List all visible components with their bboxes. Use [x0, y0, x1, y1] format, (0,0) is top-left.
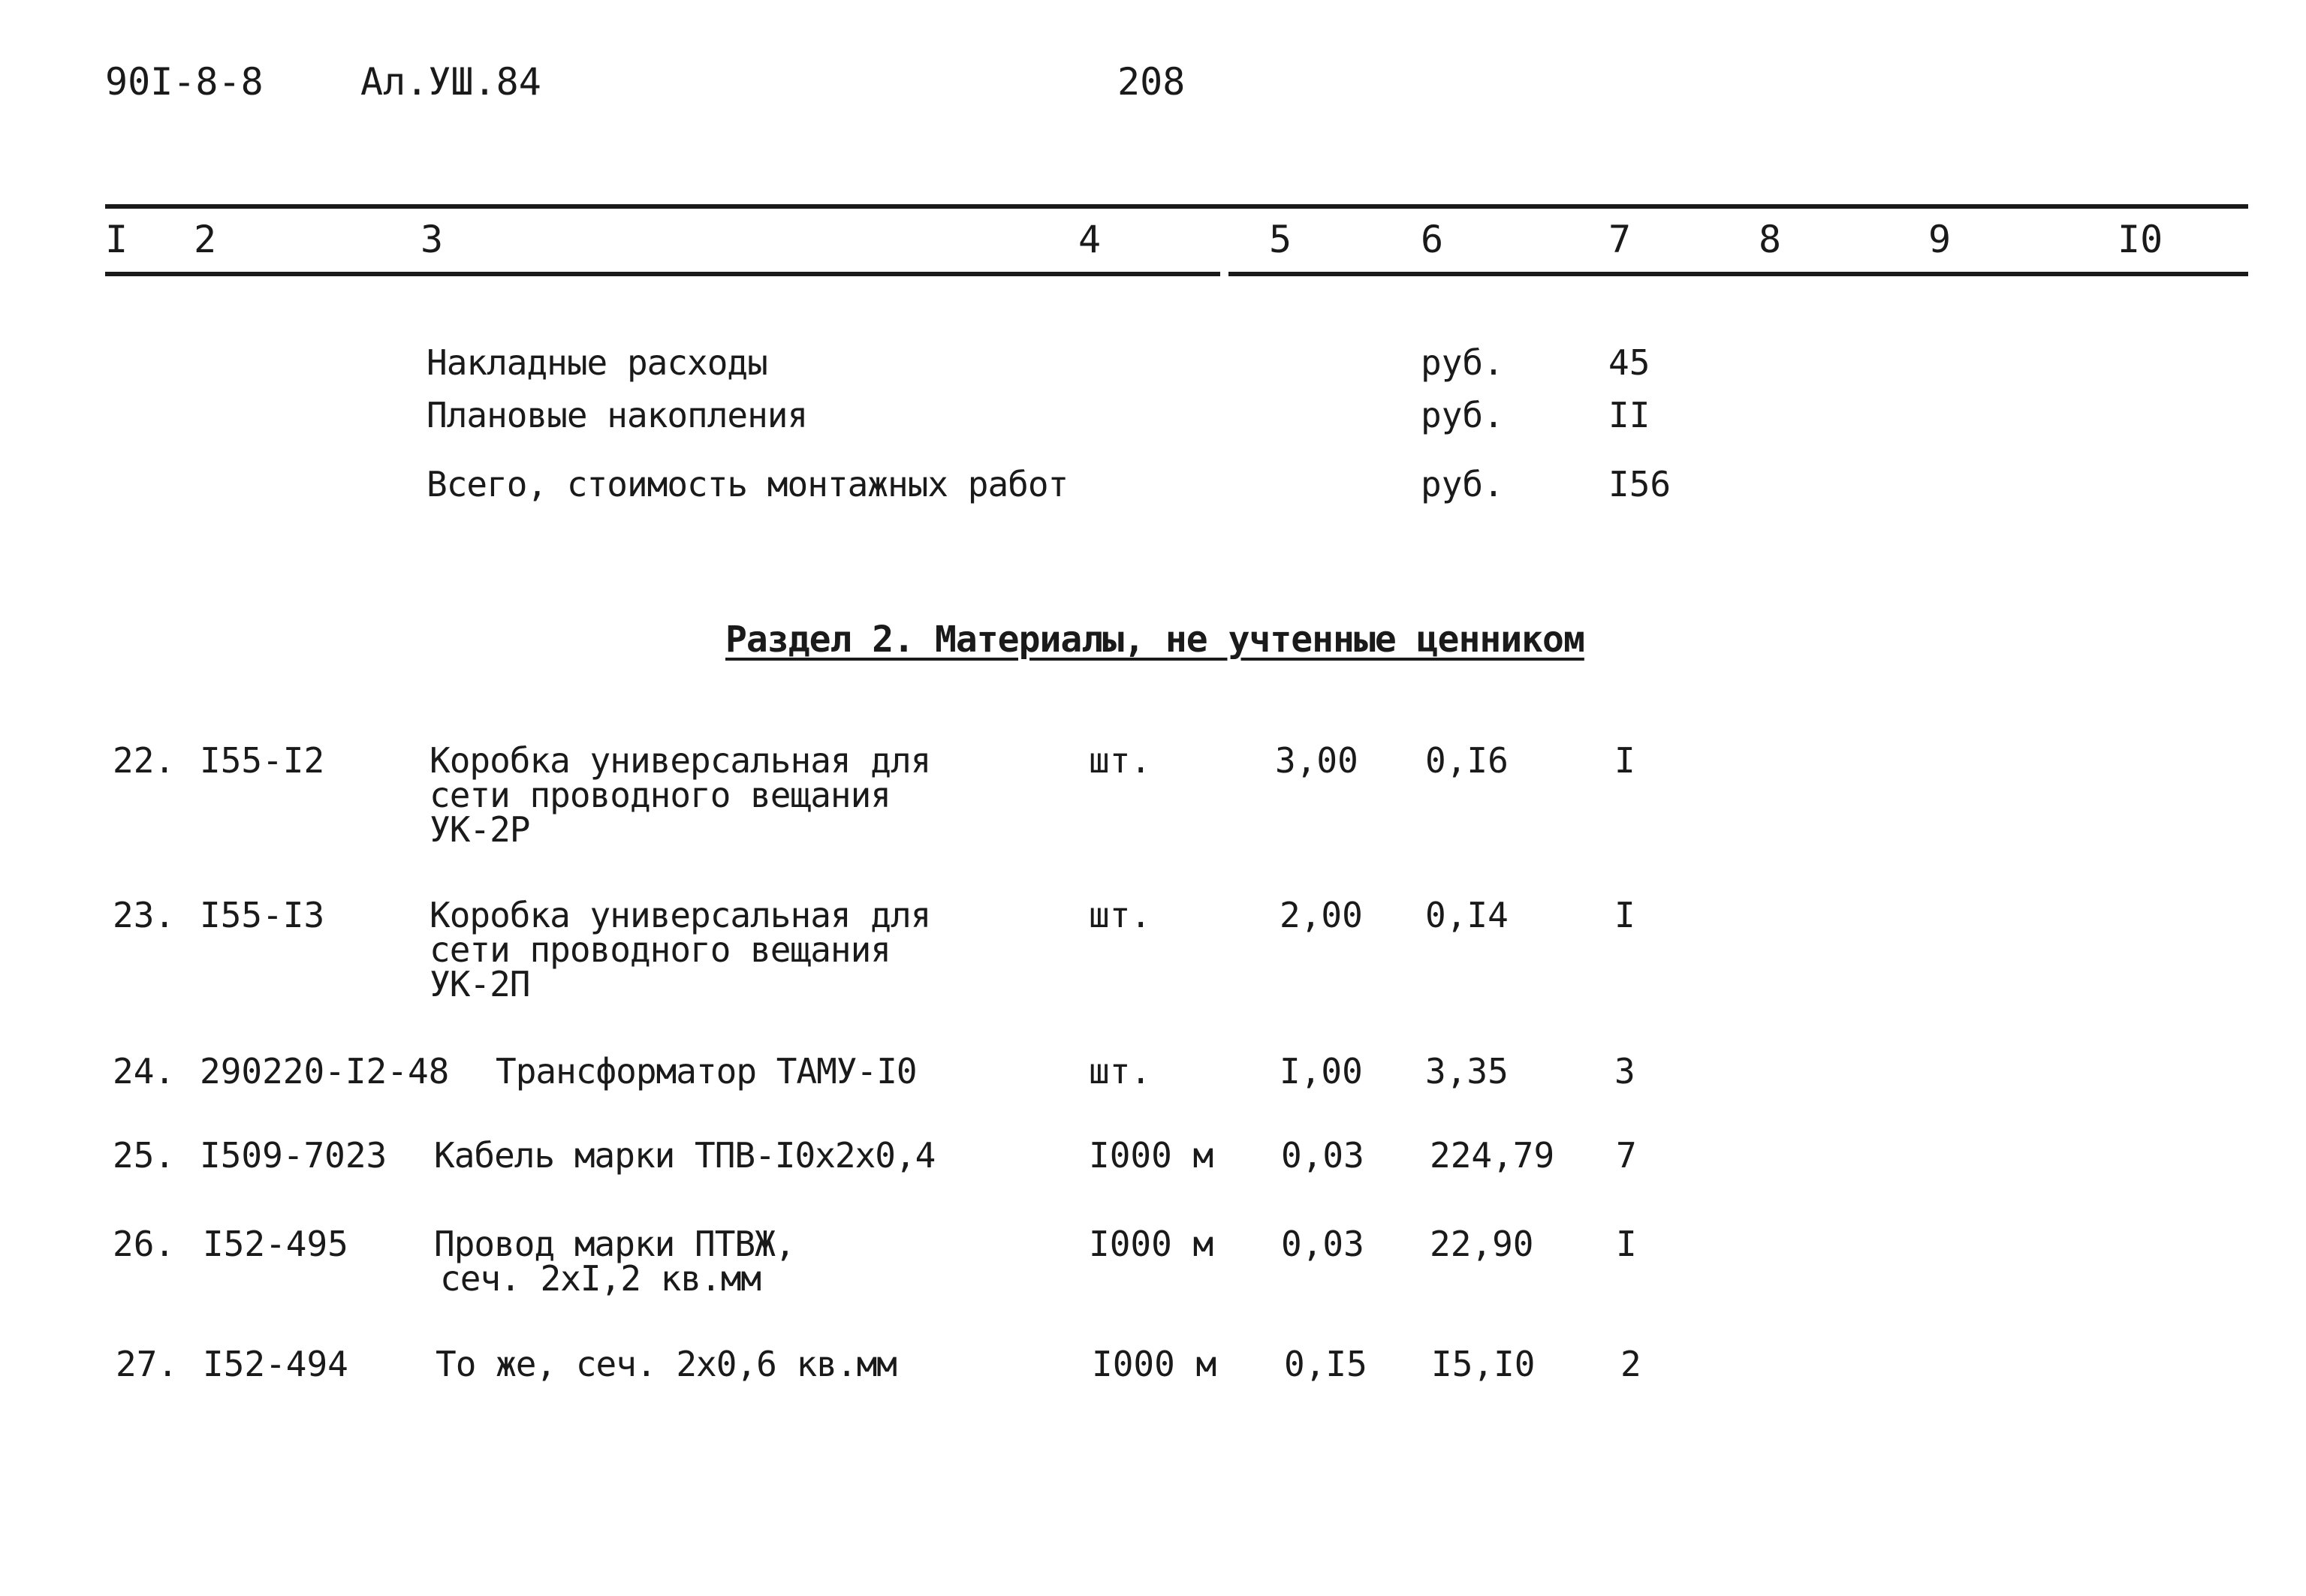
document-code: 90I-8-8 — [105, 60, 264, 104]
row-number: 26. — [113, 1224, 176, 1264]
summary-unit-total: руб. — [1421, 464, 1504, 504]
section-title: Раздел 2. Материалы, не учтенные ценником — [725, 619, 1584, 661]
row-name: Кабель марки ТПВ-I0х2х0,4 — [434, 1135, 936, 1176]
header-top-rule — [105, 204, 2248, 209]
row-name — [434, 1224, 795, 1299]
row-total: I — [1614, 740, 1635, 781]
row-quantity: I,00 — [1280, 1051, 1363, 1092]
summary-label-planned: Плановые накопления — [427, 395, 808, 435]
row-code: 290220-I2-48 — [200, 1051, 450, 1092]
row-name-line: Коробка универсальная для — [430, 895, 931, 935]
album-reference: Ал.УШ.84 — [360, 60, 541, 104]
row-price: 0,I6 — [1425, 740, 1509, 781]
row-total: I — [1614, 895, 1635, 935]
row-total: 2 — [1620, 1344, 1641, 1384]
row-quantity: 0,03 — [1281, 1135, 1364, 1176]
row-quantity: 0,03 — [1281, 1224, 1364, 1264]
header-bottom-rule-right — [1228, 272, 2248, 276]
row-unit: I000 м — [1089, 1135, 1214, 1176]
row-name — [430, 740, 931, 850]
row-number: 24. — [113, 1051, 176, 1092]
column-header-3: 3 — [421, 218, 444, 261]
row-code: I55-I2 — [200, 740, 325, 781]
summary-value-planned: II — [1608, 395, 1650, 435]
row-unit: шт. — [1089, 740, 1152, 781]
row-quantity: 0,I5 — [1284, 1344, 1367, 1384]
row-total: 3 — [1614, 1051, 1635, 1092]
row-price: 224,79 — [1430, 1135, 1555, 1176]
row-quantity: 2,00 — [1280, 895, 1363, 935]
summary-unit-planned: руб. — [1421, 395, 1504, 435]
summary-label-total: Всего, стоимость монтажных работ — [427, 464, 1069, 504]
column-header-10: I0 — [2118, 218, 2163, 261]
summary-label-overhead: Накладные расходы — [427, 342, 767, 383]
row-quantity: 3,00 — [1275, 740, 1358, 781]
row-name-line: УК-2П — [430, 964, 530, 1004]
row-price: I5,I0 — [1431, 1344, 1536, 1384]
row-name — [430, 895, 931, 1004]
column-header-6: 6 — [1421, 218, 1444, 261]
row-total: 7 — [1616, 1135, 1637, 1176]
row-code: I52-495 — [203, 1224, 348, 1264]
row-number: 27. — [116, 1344, 179, 1384]
column-header-1: I — [105, 218, 128, 261]
summary-value-overhead: 45 — [1608, 342, 1650, 383]
row-name: То же, сеч. 2х0,6 кв.мм — [436, 1344, 897, 1384]
row-name-line: УК-2Р — [430, 809, 530, 850]
column-header-4: 4 — [1078, 218, 1102, 261]
row-number: 25. — [113, 1135, 176, 1176]
summary-unit-overhead: руб. — [1421, 342, 1504, 383]
header-bottom-rule-left — [105, 272, 1220, 276]
column-header-8: 8 — [1759, 218, 1782, 261]
row-unit: шт. — [1089, 1051, 1152, 1092]
summary-value-total: I56 — [1608, 464, 1671, 504]
column-header-9: 9 — [1928, 218, 1952, 261]
page-number: 208 — [1117, 60, 1186, 104]
row-price: 22,90 — [1430, 1224, 1534, 1264]
row-name-line: сети проводного вещания — [430, 775, 891, 815]
row-name-line: сети проводного вещания — [430, 929, 891, 970]
row-code: I52-494 — [203, 1344, 348, 1384]
row-code: I55-I3 — [200, 895, 325, 935]
column-header-2: 2 — [194, 218, 217, 261]
row-name-line: Коробка универсальная для — [430, 740, 931, 781]
row-number: 23. — [113, 895, 176, 935]
row-name: Трансформатор ТАМУ-I0 — [496, 1051, 917, 1092]
row-price: 0,I4 — [1425, 895, 1509, 935]
row-total: I — [1616, 1224, 1637, 1264]
row-name-line: сеч. 2хI,2 кв.мм — [440, 1258, 761, 1299]
row-price: 3,35 — [1425, 1051, 1509, 1092]
row-code: I509-7023 — [200, 1135, 387, 1176]
row-unit: I000 м — [1092, 1344, 1217, 1384]
column-header-5: 5 — [1269, 218, 1292, 261]
row-unit: шт. — [1089, 895, 1152, 935]
row-name-line: Провод марки ПТВЖ, — [434, 1224, 795, 1264]
column-header-7: 7 — [1608, 218, 1632, 261]
row-unit: I000 м — [1089, 1224, 1214, 1264]
row-number: 22. — [113, 740, 176, 781]
